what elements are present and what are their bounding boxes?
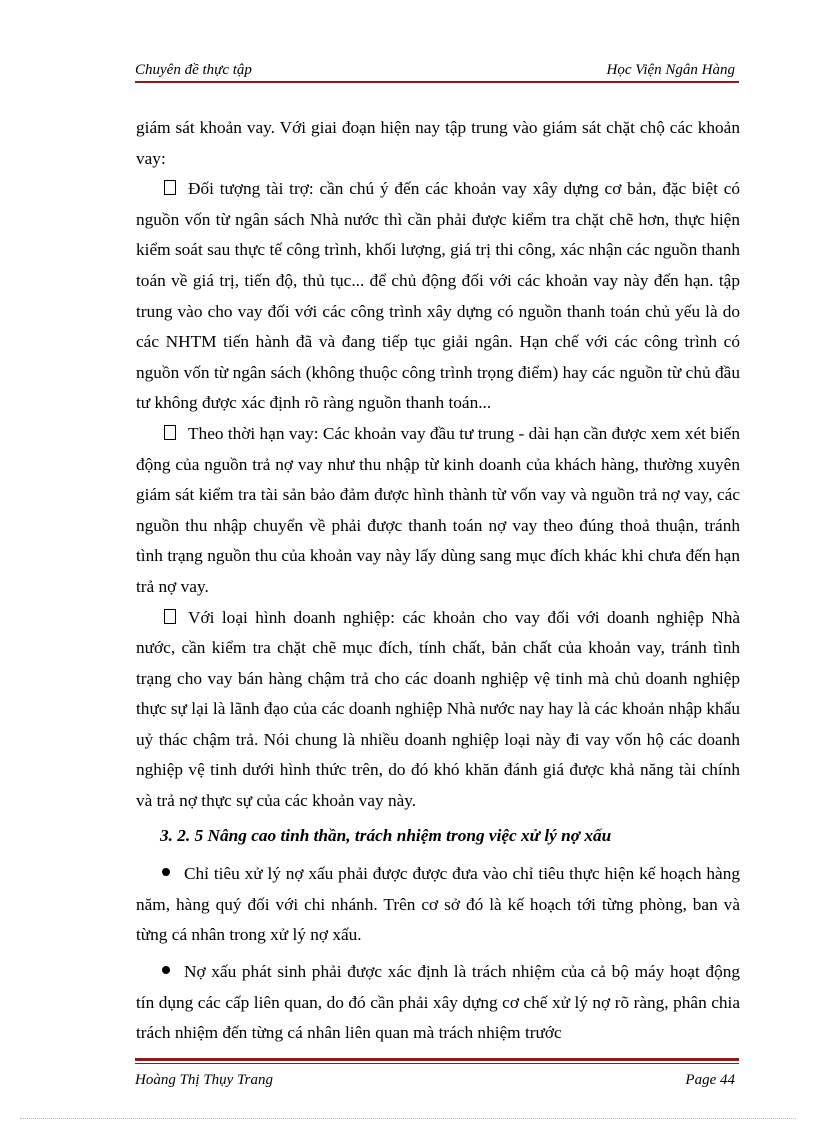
bullet-paragraph xyxy=(136,419,740,603)
header-rule xyxy=(135,81,739,83)
dot-bullet-text: Nợ xấu phát sinh phải được xác định là trách nhiệm của cả bộ máy hoạt động tín dụng các cấp liên quan, do đó cần phải xây dựng cơ chế xử lý nợ rõ ràng, phân chia trách nhiệm đến từng cá nhân liên quan mà trách nhiệm trước xyxy=(136,962,740,1043)
dot-bullet-paragraph xyxy=(136,957,740,1049)
dot-bullet-icon xyxy=(162,966,170,974)
bullet-paragraph xyxy=(136,603,740,817)
footer-author: Hoàng Thị Thụy Trang xyxy=(135,1072,273,1088)
intro-paragraph: giám sát khoản vay. Với giai đoạn hiện nay tập trung vào giám sát chặt chộ các khoản vay: xyxy=(136,118,740,168)
footer-page-number: Page 44 xyxy=(685,1072,735,1088)
page-header xyxy=(135,60,739,84)
bullet-text: Với loại hình doanh nghiệp: các khoản cho vay đối với doanh nghiệp Nhà nước, cần kiểm tra chặt chẽ mục đích, tính chất, bản chất của khoản vay, tránh tình trạng cho vay bán hàng chậm trả cho các doanh nghiệp vệ tinh mà chủ doanh nghiệp thực sự lại là lãnh đạo của các doanh nghiệp Nhà nước nay hay là các khoản nhập khẩu uỷ thác chậm trả. Nói chung là nhiều doanh nghiệp loại này đi vay vốn hộ các doanh nghiệp vệ tinh dưới hình thức trên, do đó khó khăn đánh giá được khả năng tài chính và trả nợ thực sự của các khoản vay này. xyxy=(136,607,740,811)
header-right-text: Học Viện Ngân Hàng xyxy=(606,62,735,78)
footer-rule-thick xyxy=(135,1058,739,1061)
footer-rule-thin xyxy=(135,1063,739,1064)
header-left-text: Chuyên đề thực tập xyxy=(135,62,252,78)
checkbox-bullet-icon xyxy=(164,180,176,195)
page-boundary-line xyxy=(20,1118,796,1119)
document-body xyxy=(136,113,740,1049)
page-footer xyxy=(135,1058,739,1098)
bullet-text: Đối tượng tài trợ: cần chú ý đến các khoản vay xây dựng cơ bản, đặc biệt có nguồn vốn từ ngân sách Nhà nước thì cần phải được kiểm tra chặt chẽ hơn, thực hiện kiểm soát sau thực tế công trình, khối lượng, giá trị thi công, xác nhận các nguồn thanh toán về giá trị, tiến độ, thủ tục... để chủ động đối với các khoản vay này đến hạn. tập trung vào cho vay đối với các công trình xây dựng có nguồn thanh toán chủ yếu là do các NHTM tiến hành đã và đang tiếp tục giải ngân. Hạn chế với các công trình có nguồn vốn từ ngân sách (không thuộc công trình trọng điểm) hay các nguồn từ chủ đầu tư không được xác định rõ ràng nguồn thanh toán... xyxy=(136,179,740,413)
checkbox-bullet-icon xyxy=(164,609,176,624)
dot-bullet-text: Chỉ tiêu xử lý nợ xấu phải được được đưa vào chỉ tiêu thực hiện kế hoạch hàng năm, hàng quý đối với chi nhánh. Trên cơ sở đó là kế hoạch tới từng phòng, ban và từng cá nhân trong xử lý nợ xấu. xyxy=(136,864,740,945)
bullet-text: Theo thời hạn vay: Các khoản vay đầu tư trung - dài hạn cần được xem xét biến động của nguồn trả nợ vay như thu nhập từ kinh doanh của khách hàng, thường xuyên giám sát kiểm tra tài sản bảo đảm được hình thành từ vốn vay và nguồn trả nợ vay, các nguồn thu nhập chuyển về phải được thanh toán nợ vay theo đúng thoả thuận, tránh tình trạng nguồn thu của khoản vay này lấy dùng sang mục đích khác khi chưa đến hạn trả nợ vay. xyxy=(136,423,740,596)
section-heading: 3. 2. 5 Nâng cao tinh thần, trách nhiệm trong việc xử lý nợ xấu xyxy=(160,825,612,845)
checkbox-bullet-icon xyxy=(164,425,176,440)
bullet-paragraph xyxy=(136,174,740,419)
dot-bullet-paragraph xyxy=(136,859,740,951)
dot-bullet-icon xyxy=(162,868,170,876)
